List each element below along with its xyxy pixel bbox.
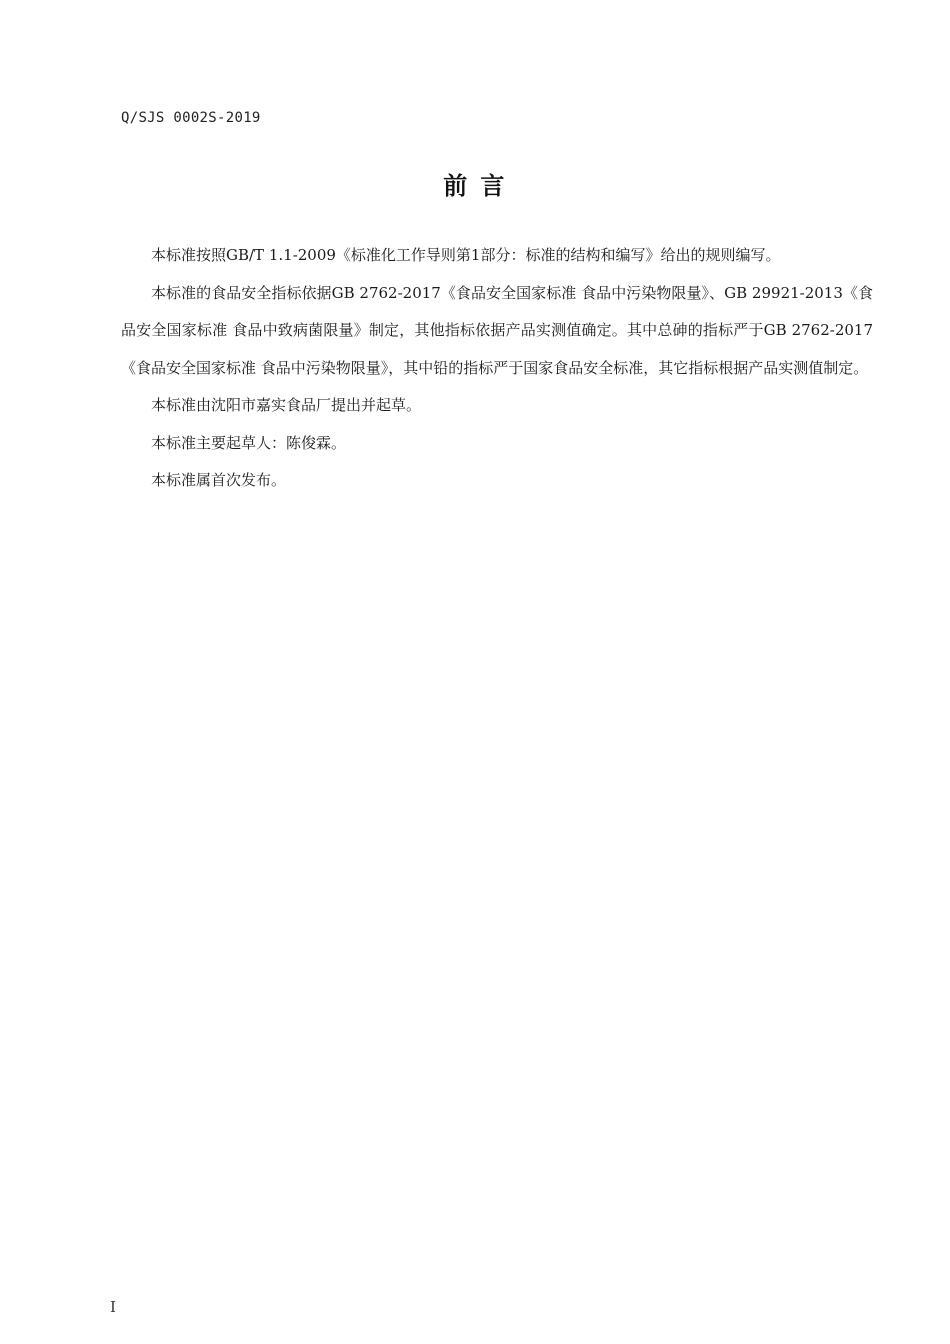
page-number: I <box>110 1298 116 1316</box>
paragraph-proposer: 本标准由沈阳市嘉实食品厂提出并起草。 <box>151 396 422 414</box>
body-text <box>121 237 873 500</box>
paragraph-safety-indicators: 本标准的食品安全指标依据GB 2762-2017《食品安全国家标准 食品中污染物限量》、GB 29921-2013《食品安全国家标准 食品中致病菌限量》制定，其他指标依据产品实测值确定。其中总砷的指标严于GB 2762-2017《食品安全国家标准 食品中污染物限量》，其中铅的指标严于国家食品安全标准，其它指标根据产品实测值制定。 <box>121 283 873 377</box>
paragraph-drafting-rules: 本标准按照GB/T 1.1-2009《标准化工作导则第1部分：标准的结构和编写》给出的规则编写。 <box>151 246 781 264</box>
document-code: Q/SJS 0002S-2019 <box>121 110 261 126</box>
section-title: 前 言 <box>443 172 507 200</box>
paragraph-drafter: 本标准主要起草人：陈俊霖。 <box>151 433 347 452</box>
paragraph-first-release: 本标准属首次发布。 <box>151 471 287 489</box>
